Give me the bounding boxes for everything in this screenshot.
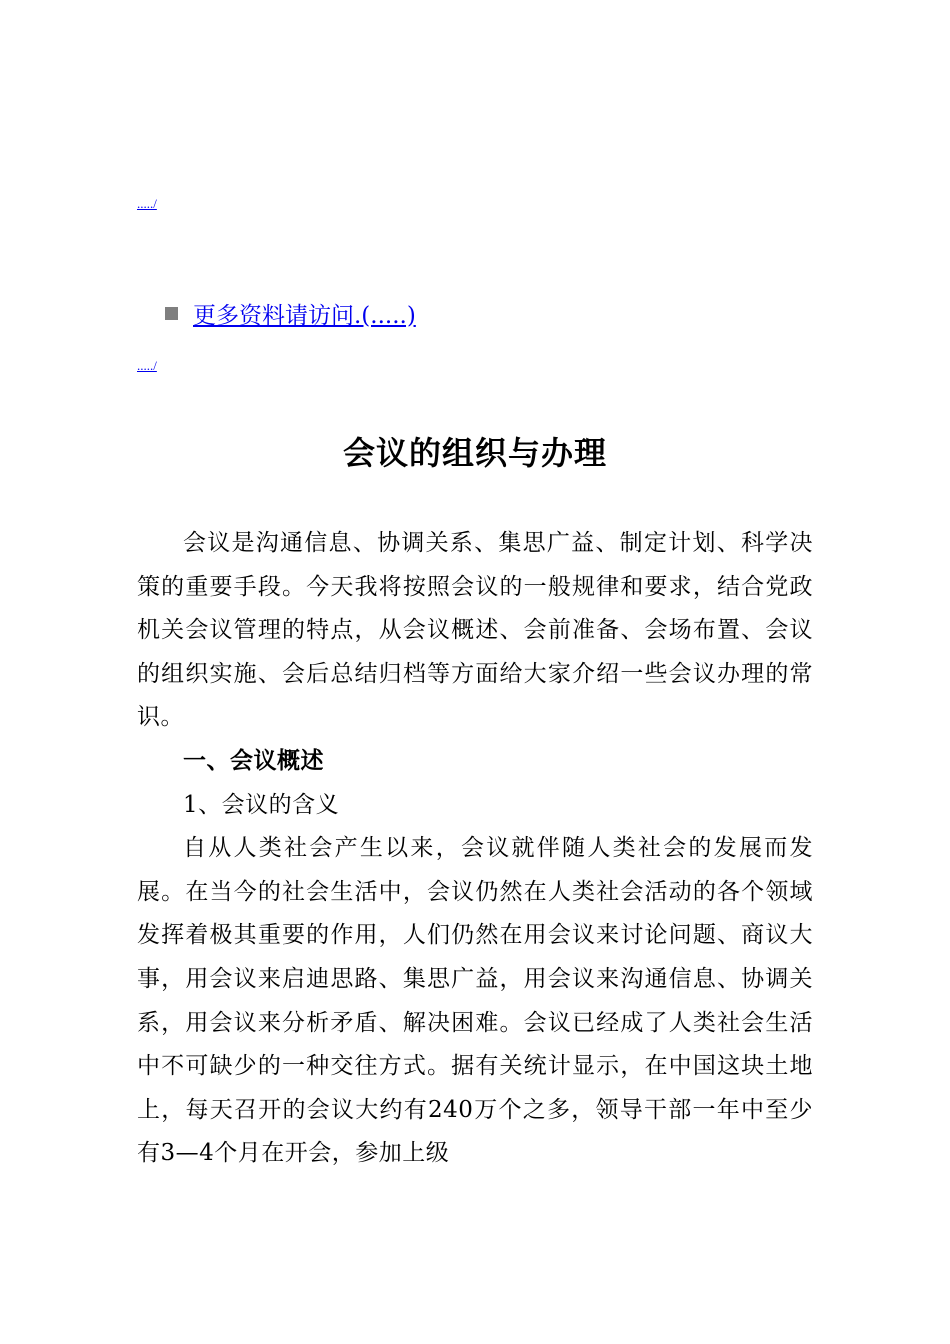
document-body <box>137 522 813 1176</box>
square-bullet-icon <box>165 307 178 320</box>
top-link[interactable]: ...../ <box>137 196 157 211</box>
mid-link[interactable]: ...../ <box>137 358 157 373</box>
more-info-link[interactable]: 更多资料请访问.(.....) <box>193 302 416 329</box>
section-heading: 一、会议概述 <box>183 747 324 774</box>
intro-paragraph: 会议是沟通信息、协调关系、集思广益、制定计划、科学决策的重要手段。今天我将按照会议的一般规律和要求，结合党政机关会议管理的特点，从会议概述、会前准备、会场布置、会议的组织实施、会后总结归档等方面给大家介绍一些会议办理的常识。 <box>137 530 813 731</box>
subsection-heading: 1、会议的含义 <box>183 791 340 818</box>
document-title: 会议的组织与办理 <box>342 434 607 472</box>
body-paragraph: 自从人类社会产生以来，会议就伴随人类社会的发展而发展。在当今的社会生活中，会议仍然在人类社会活动的各个领域发挥着极其重要的作用，人们仍然在用会议来讨论问题、商议大事，用会议来启迪思路、集思广益，用会议来沟通信息、协调关系，用会议来分析矛盾、解决困难。会议已经成了人类社会生活中不可缺少的一种交往方式。据有关统计显示，在中国这块土地上，每天召开的会议大约有240万个之多，领导干部一年中至少有3—4个月在开会，参加上级 <box>137 835 813 1167</box>
more-info-row <box>165 298 416 328</box>
